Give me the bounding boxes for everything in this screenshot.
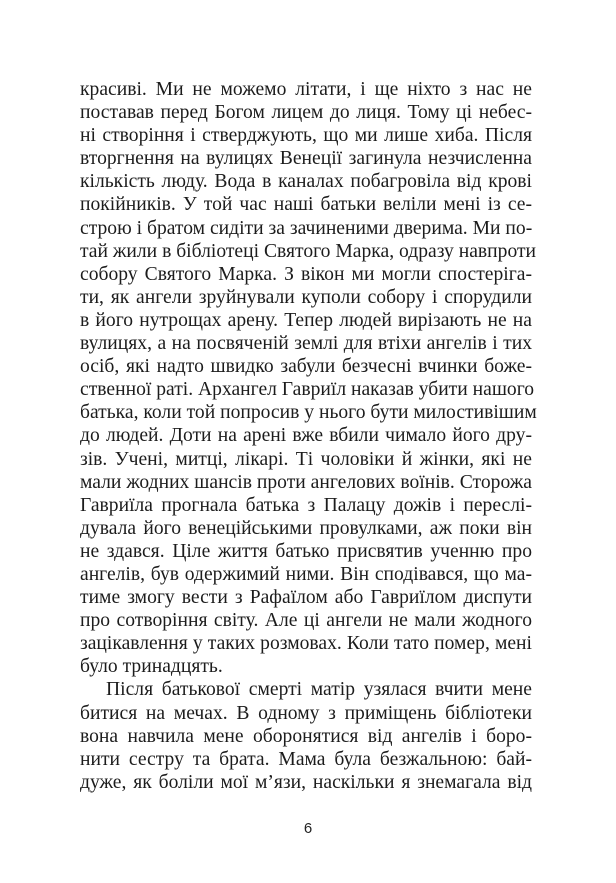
- text-line: мали жодних шансів проти ангелових воїнів. Сторожа: [80, 471, 532, 493]
- text-line: тай жили в бібліотеці Святого Марка, одразу навпроти: [80, 240, 537, 262]
- text-line: строю і братом сидіти за зачиненими дверима. Ми по-: [80, 217, 533, 239]
- text-line: ти, як ангели зруйнували куполи собору і спорудили: [80, 286, 532, 308]
- paragraph: [80, 678, 532, 793]
- text-line: дувала його венеційськими провулками, аж поки він: [80, 517, 532, 539]
- text-line: кількість люду. Вода в каналах побагровіла від крові: [80, 171, 532, 193]
- text-line: вторгнення на вулицях Венеції загинула незчисленна: [80, 148, 532, 170]
- page-number: 6: [303, 820, 313, 837]
- text-line: батька, коли той попросив у нього бути милостивішим: [80, 402, 537, 424]
- text-line: осіб, які надто швидко забули безчесні вчинки боже-: [80, 356, 532, 378]
- text-line: Після батькової смерті матір узялася вчити мене: [106, 679, 532, 701]
- text-line: вона навчила мене оборонятися від ангелів і боро-: [80, 725, 532, 747]
- text-line: собору Святого Марка. З вікон ми могли спостеріга-: [80, 263, 532, 285]
- text-line: битися на мечах. В одному з приміщень бібліотеки: [80, 702, 532, 724]
- text-line: до людей. Доти на арені вже вбили чимало його дру-: [80, 425, 532, 447]
- text-line: не здався. Ціле життя батько присвятив ученню про: [80, 540, 532, 562]
- text-line: ні створіння і стверджують, що ми лише хиба. Після: [80, 125, 532, 147]
- text-line: поставав перед Богом лицем до лиця. Тому ці небес-: [80, 102, 532, 124]
- text-line: нити сестру та брата. Мама була безжальною: бай-: [80, 748, 532, 770]
- text-line: красиві. Ми не можемо літати, і ще ніхто з нас не: [80, 79, 532, 100]
- text-line: в його нутрощах арену. Тепер людей вирізають не на: [80, 309, 532, 331]
- text-line: покійників. У той час наші батьки веліли мені із се-: [80, 194, 532, 216]
- text-line: зів. Учені, митці, лікарі. Ті чоловіки й жінки, які не: [80, 448, 532, 470]
- text-line: тиме змогу вести з Рафаїлом або Гавриїлом диспути: [80, 587, 532, 609]
- text-line: ственної раті. Архангел Гавриїл наказав убити нашого: [80, 379, 535, 401]
- text-line: Гавриїла прогнала батька з Палацу дожів і переслі-: [80, 494, 532, 516]
- paragraph: [80, 78, 537, 678]
- text-line: зацікавлення у таких розмовах. Коли тато помер, мені: [80, 633, 532, 655]
- text-line: дуже, як боліли мої м’язи, наскільки я знемагала від: [80, 771, 532, 793]
- text-line: було тринадцять.: [80, 656, 223, 678]
- text-line: ангелів, був одержимий ними. Він сподівався, що ма-: [80, 563, 532, 585]
- body-text: [80, 78, 537, 794]
- text-line: про сотворіння світу. Але ці ангели не мали жодного: [80, 610, 532, 632]
- text-line: вулицях, а на посвяченій землі для втіхи ангелів і тих: [80, 333, 532, 355]
